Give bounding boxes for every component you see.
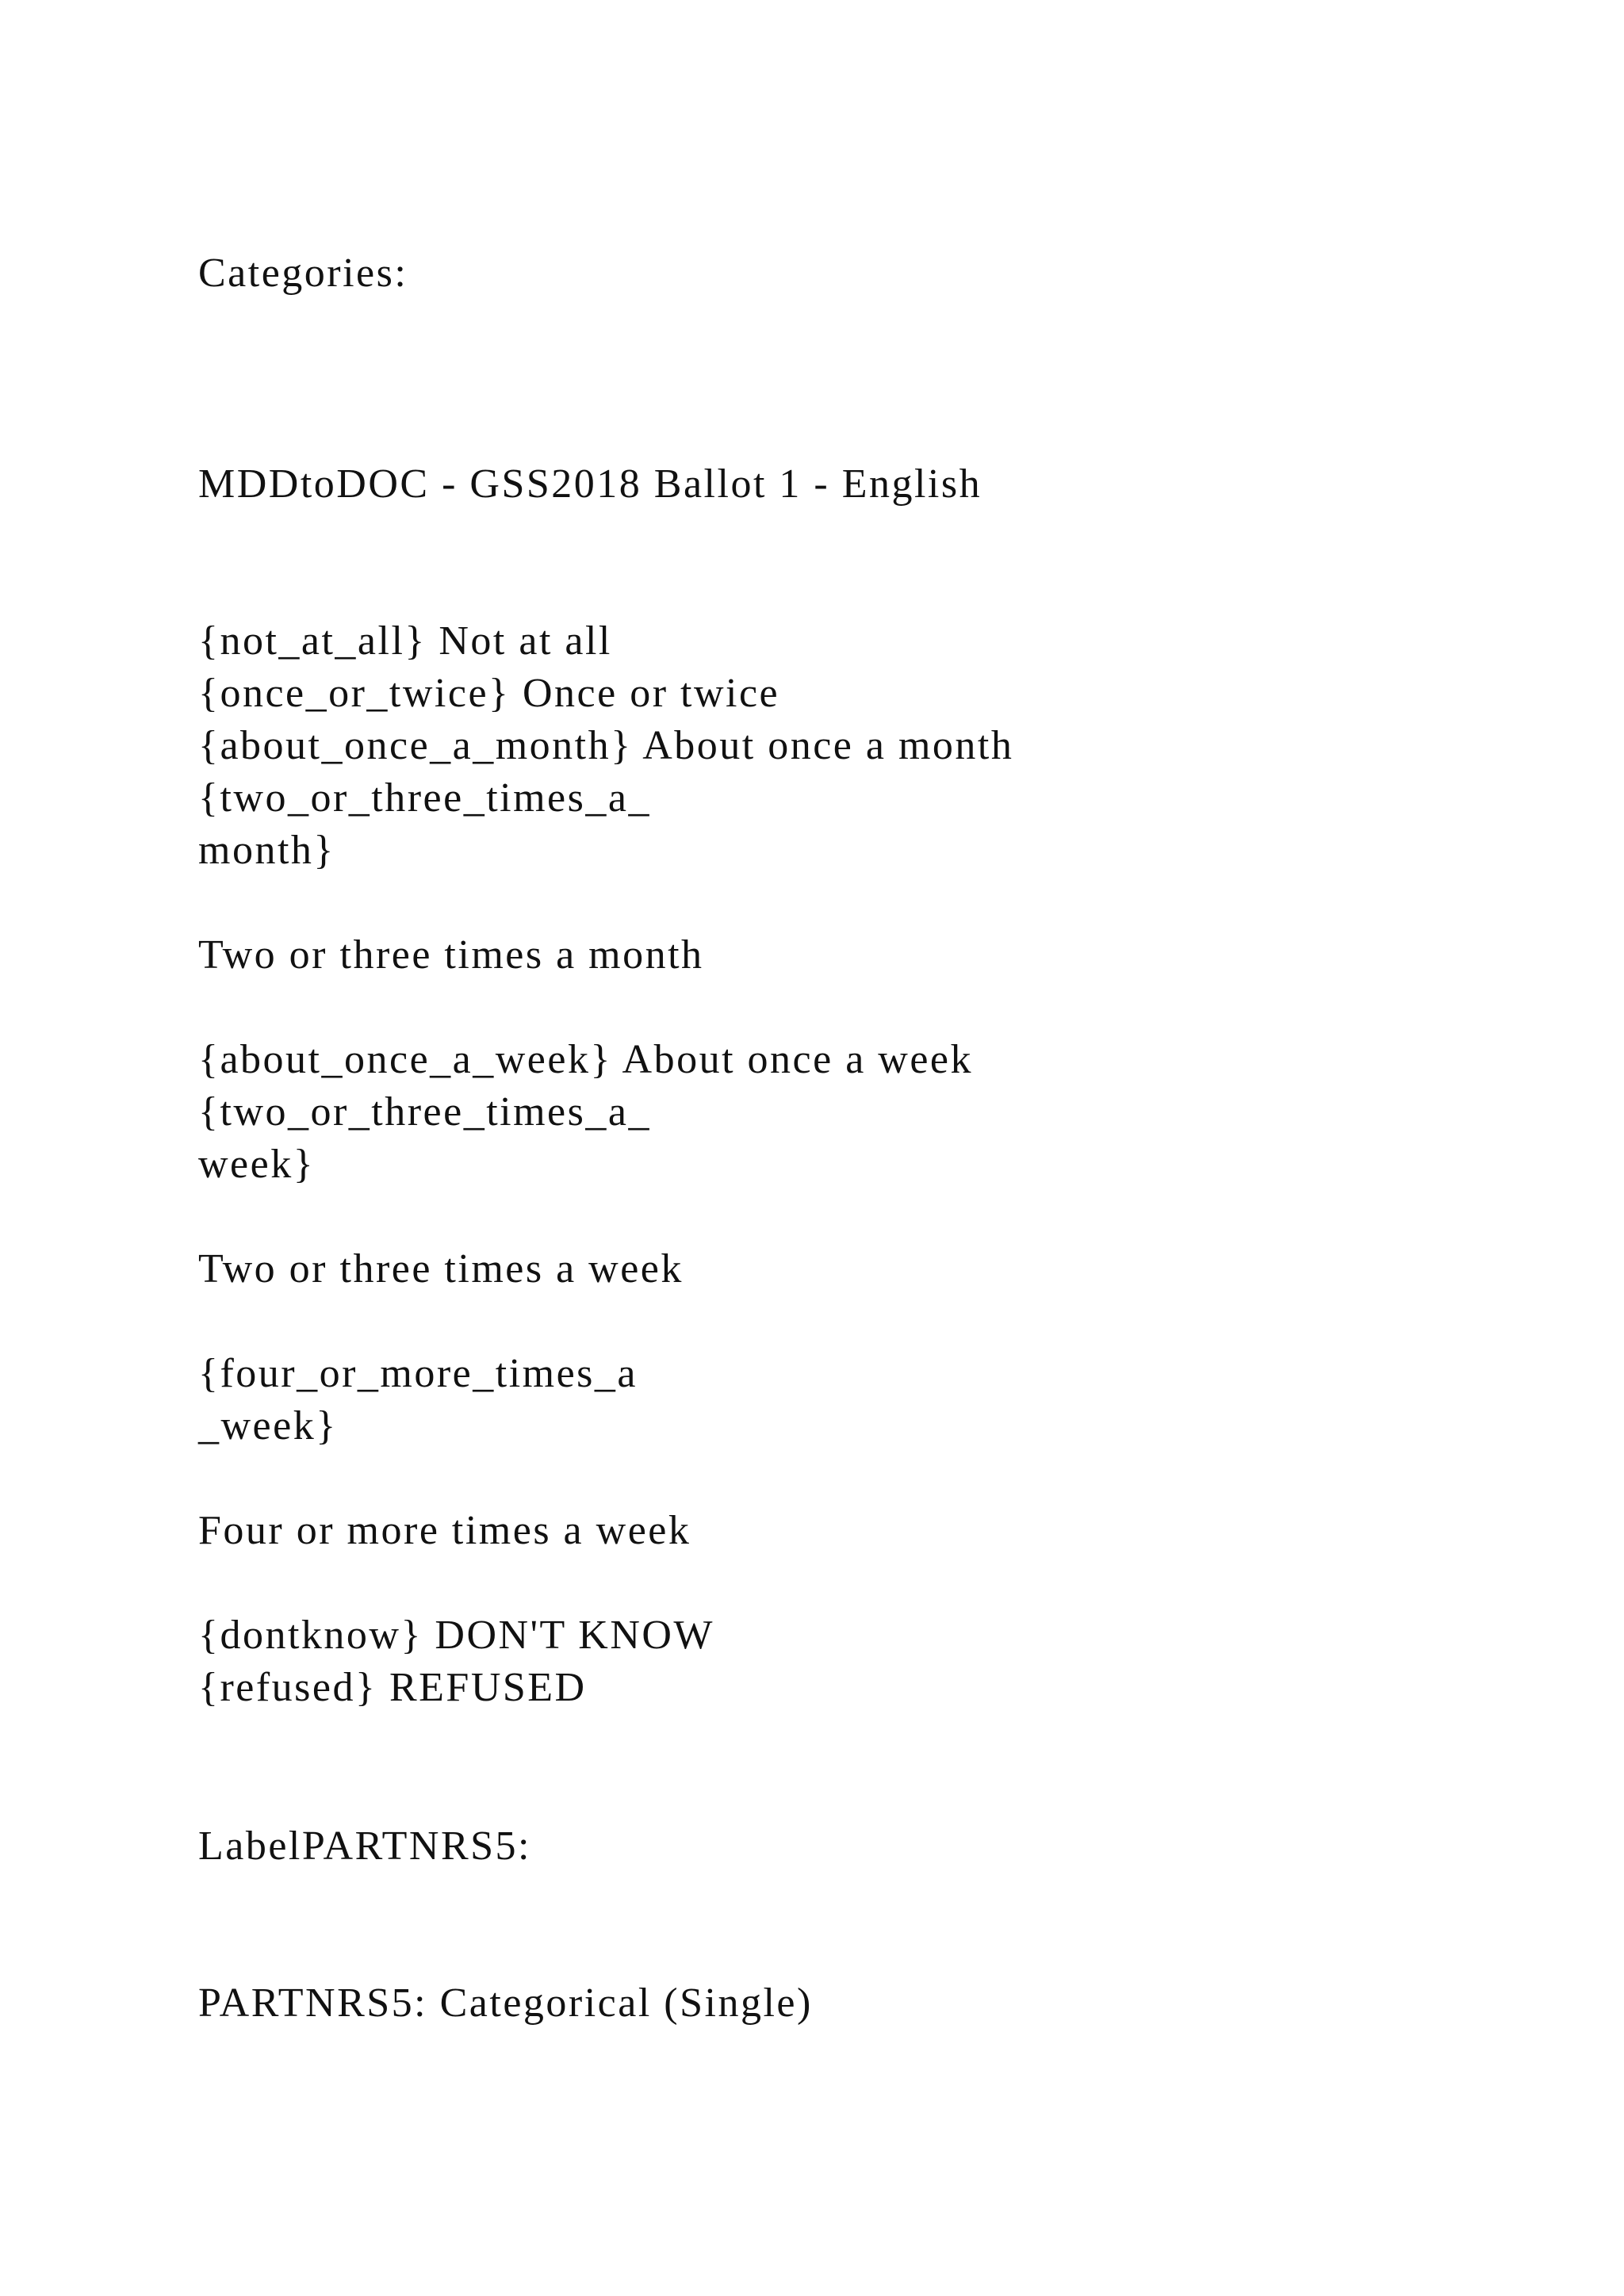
category-about-once-a-month: {about_once_a_month} About once a month bbox=[198, 723, 1014, 768]
category-code-four-or-more-part2: _week} bbox=[198, 1403, 338, 1448]
category-code-two-or-three-week-part2: week} bbox=[198, 1142, 316, 1187]
category-about-once-a-week: {about_once_a_week} About once a week bbox=[198, 1037, 973, 1082]
category-label-two-or-three-month: Two or three times a month bbox=[198, 932, 704, 978]
category-label-four-or-more: Four or more times a week bbox=[198, 1508, 691, 1553]
category-not-at-all: {not_at_all} Not at all bbox=[198, 618, 612, 664]
category-code-four-or-more-part1: {four_or_more_times_a bbox=[198, 1351, 638, 1396]
source-title: MDDtoDOC - GSS2018 Ballot 1 - English bbox=[198, 461, 982, 507]
category-dont-know: {dontknow} DON'T KNOW bbox=[198, 1613, 715, 1658]
section-heading-categories: Categories: bbox=[198, 251, 408, 296]
category-refused: {refused} REFUSED bbox=[198, 1665, 587, 1710]
category-code-two-or-three-month-part1: {two_or_three_times_a_ bbox=[198, 775, 651, 821]
category-label-two-or-three-week: Two or three times a week bbox=[198, 1246, 684, 1292]
category-code-two-or-three-week-part1: {two_or_three_times_a_ bbox=[198, 1089, 651, 1135]
category-code-two-or-three-month-part2: month} bbox=[198, 828, 335, 873]
partnrs5-type: PARTNRS5: Categorical (Single) bbox=[198, 1980, 813, 2026]
label-partnrs5: LabelPARTNRS5: bbox=[198, 1823, 531, 1869]
category-once-or-twice: {once_or_twice} Once or twice bbox=[198, 671, 780, 716]
